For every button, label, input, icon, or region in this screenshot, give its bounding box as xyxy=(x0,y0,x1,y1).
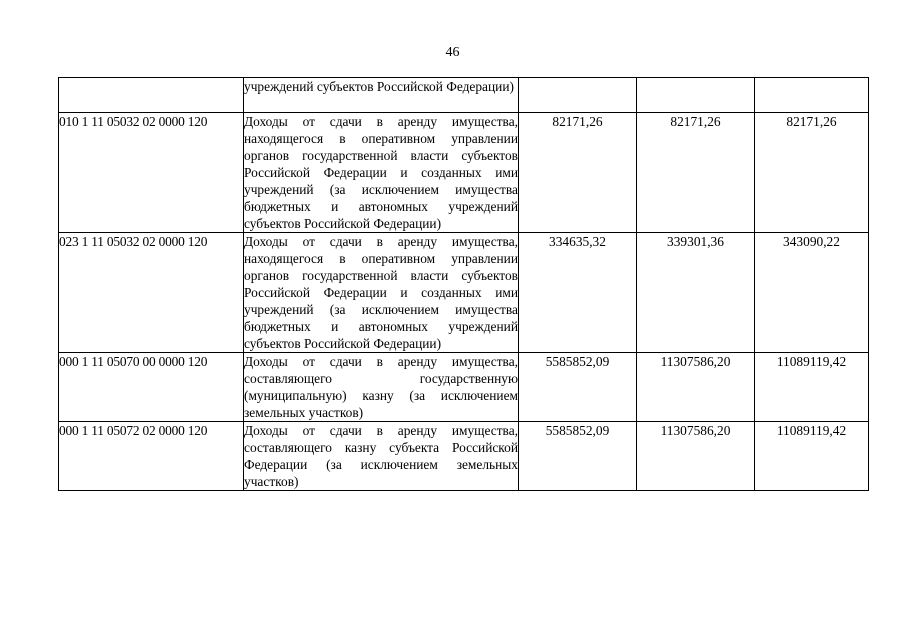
table-row xyxy=(59,78,869,113)
amount-cell-1: 82171,26 xyxy=(519,113,637,233)
amount-cell-1: 5585852,09 xyxy=(519,353,637,422)
table-row xyxy=(59,113,869,233)
amount-cell-3: 11089119,42 xyxy=(755,353,869,422)
amount-cell-2: 339301,36 xyxy=(637,233,755,353)
table-row xyxy=(59,233,869,353)
budget-code-cell xyxy=(59,78,244,113)
description-cell: учреждений субъектов Российской Федерации) xyxy=(244,78,519,113)
amount-cell-3: 343090,22 xyxy=(755,233,869,353)
description-cell: Доходы от сдачи в аренду имущества, находящегося в оперативном управлении органов государственной власти субъектов Российской Федерации и созданных ими учреждений (за исключением имущества бюджетных и автономных учреждений субъектов Российской Федерации) xyxy=(244,234,518,351)
budget-code-cell: 010 1 11 05032 02 0000 120 xyxy=(59,113,244,233)
amount-cell-3: 82171,26 xyxy=(755,113,869,233)
description-cell: Доходы от сдачи в аренду имущества, составляющего государственную (муниципальную) казну (за исключением земельных участков) xyxy=(244,354,518,420)
budget-code-cell: 000 1 11 05072 02 0000 120 xyxy=(59,422,244,491)
description-cell: Доходы от сдачи в аренду имущества, находящегося в оперативном управлении органов государственной власти субъектов Российской Федерации и созданных ими учреждений (за исключением имущества бюджетных и автономных учреждений субъектов Российской Федерации) xyxy=(244,114,518,231)
amount-cell-2 xyxy=(637,78,755,113)
amount-cell-3 xyxy=(755,78,869,113)
amount-cell-2: 11307586,20 xyxy=(637,422,755,491)
amount-cell-3: 11089119,42 xyxy=(755,422,869,491)
amount-cell-2: 11307586,20 xyxy=(637,353,755,422)
description-cell: Доходы от сдачи в аренду имущества, составляющего казну субъекта Российской Федерации (за исключением земельных участков) xyxy=(244,423,518,489)
table-row xyxy=(59,422,869,491)
page-number: 46 xyxy=(445,45,460,60)
amount-cell-2: 82171,26 xyxy=(637,113,755,233)
budget-code-cell: 000 1 11 05070 00 0000 120 xyxy=(59,353,244,422)
amount-cell-1 xyxy=(519,78,637,113)
revenue-table xyxy=(58,77,869,491)
budget-code-cell: 023 1 11 05032 02 0000 120 xyxy=(59,233,244,353)
amount-cell-1: 334635,32 xyxy=(519,233,637,353)
table-row xyxy=(59,353,869,422)
amount-cell-1: 5585852,09 xyxy=(519,422,637,491)
